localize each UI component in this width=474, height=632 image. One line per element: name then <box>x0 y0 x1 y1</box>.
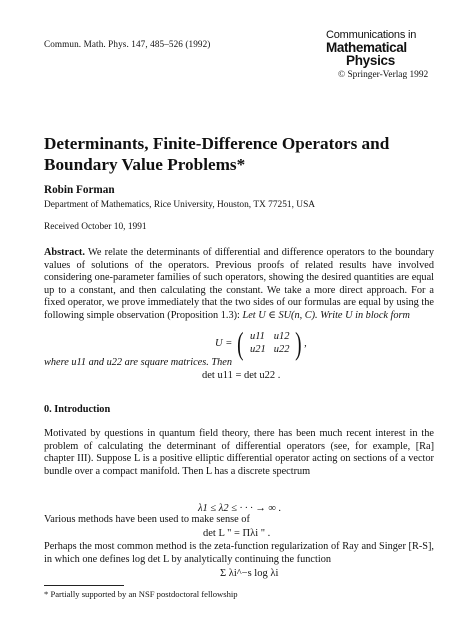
zeta-function-equation: Σ λi^−s log λi <box>220 568 279 579</box>
where-clause: where u11 and u22 are square matrices. Then <box>44 357 232 368</box>
left-paren: ( <box>237 325 244 361</box>
section-heading: 0. Introduction <box>44 404 111 415</box>
journal-name-line3: Physics <box>346 53 395 68</box>
journal-logo <box>326 30 436 80</box>
footnote: * Partially supported by an NSF postdoctoral fellowship <box>44 589 238 599</box>
abstract <box>44 247 434 323</box>
abstract-italic-text: Let U ∈ SU(n, C). Write U in block form <box>242 309 410 321</box>
abstract-label: Abstract. <box>44 247 85 258</box>
journal-citation: Commun. Math. Phys. 147, 485–526 (1992) <box>44 39 211 49</box>
matrix-entry-21: u21 <box>249 344 266 355</box>
right-paren: ) <box>295 325 302 361</box>
intro-paragraph-3: Perhaps the most common method is the zeta-function regularization of Ray and Singer [R-S], in which one defines log det L by analytically continuing the function <box>44 541 434 565</box>
copyright-notice: © Springer-Verlag 1992 <box>338 70 429 80</box>
journal-name-line1: Communications in <box>326 29 417 41</box>
spectrum-equation: λ1 ≤ λ2 ≤ · · · → ∞ . <box>198 503 282 514</box>
received-date: Received October 10, 1991 <box>44 222 147 232</box>
matrix-entry-11: u11 <box>249 331 265 342</box>
determinant-equation: det u11 = det u22 . <box>202 370 281 381</box>
intro-paragraph-1: Motivated by questions in quantum field theory, there has been much recent interest in the problem of calculating the determinant of differential operators (see, for example, [Ra] chapter III). Suppose L is a positive elliptic differential operator acting on sections of a vector bundle over a compact manifold. Then L has a discrete spectrum <box>44 428 434 477</box>
det-definition-equation: det L " = Πλi " . <box>203 528 271 539</box>
author-affiliation: Department of Mathematics, Rice University, Houston, TX 77251, USA <box>44 200 316 210</box>
footnote-rule <box>44 585 124 586</box>
journal-name-line2: Mathematical <box>326 40 407 55</box>
author-name: Robin Forman <box>44 184 115 196</box>
matrix-entry-12: u12 <box>273 331 290 342</box>
intro-paragraph-2: Various methods have been used to make sense of <box>44 514 250 525</box>
matrix-entry-22: u22 <box>273 344 290 355</box>
matrix-lhs: U = <box>215 337 233 349</box>
abstract-text: We relate the determinants of differential and difference operators to the boundary values of solutions of the operators. Previous proofs of related results have involved considering one-parameter families of such operators, showing the desired quantities are equal up to a constant, and then calculating the constant. We take a more direct approach. For a fixed operator, we prove immediately that the two sides of our formulas are equal by using the following simple observation (Proposition 1.3): <box>44 247 435 321</box>
block-matrix-equation: U = ( u11 u12 u21 u22 ) , <box>215 325 307 361</box>
article-title: Determinants, Finite-Difference Operators and Boundary Value Problems* <box>44 134 390 174</box>
matrix-entries <box>246 330 294 356</box>
